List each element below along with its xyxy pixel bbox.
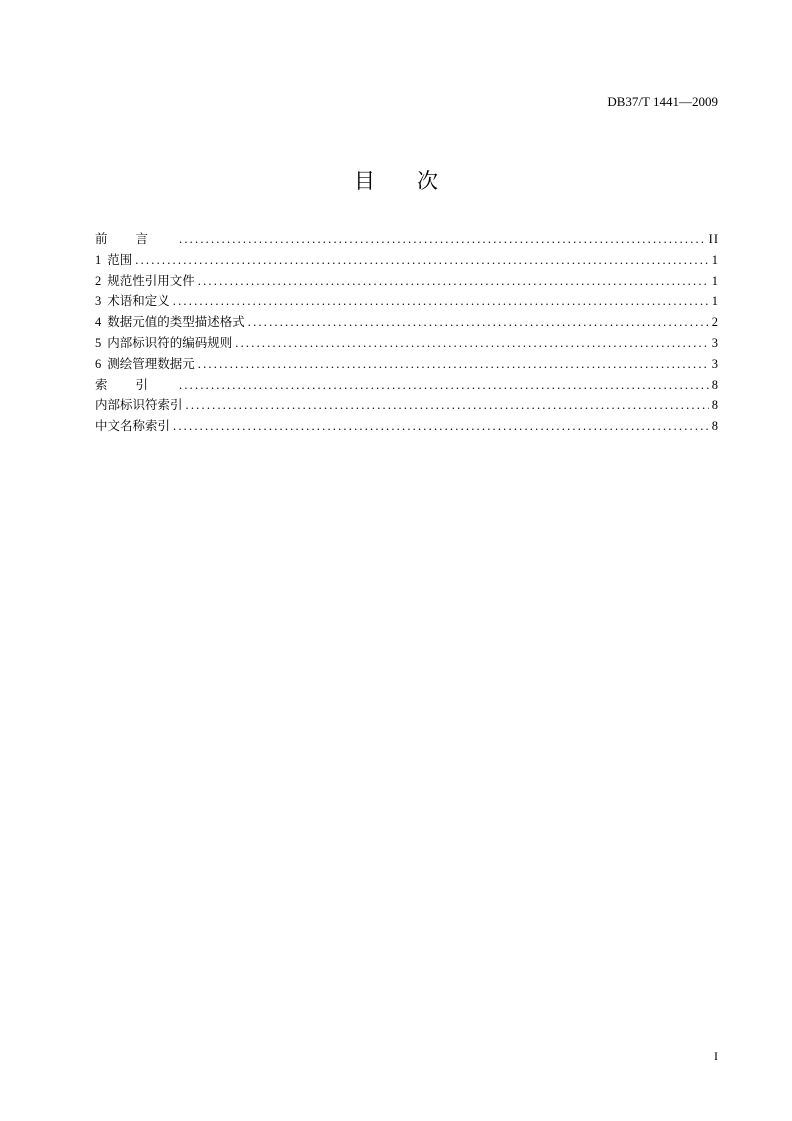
toc-entry-number: 5 bbox=[95, 335, 102, 350]
toc-entry-page: 3 bbox=[711, 356, 719, 371]
toc-entry-label: 索引 bbox=[95, 376, 177, 392]
toc-entry-number: 2 bbox=[95, 273, 102, 288]
toc-entry-foreword[interactable] bbox=[95, 229, 719, 250]
toc-leader-dots bbox=[235, 333, 708, 354]
toc-leader-dots bbox=[179, 229, 706, 250]
toc-entry-label: 范围 bbox=[107, 251, 133, 267]
toc-entry-number: 3 bbox=[95, 294, 102, 309]
toc-entry-index[interactable] bbox=[95, 375, 719, 396]
toc-entry-page: 8 bbox=[711, 419, 719, 434]
table-of-contents bbox=[95, 229, 719, 437]
page-number: I bbox=[714, 1049, 718, 1063]
toc-entry-label: 内部标识符索引 bbox=[95, 397, 183, 413]
toc-entry-value-type-format[interactable] bbox=[95, 312, 719, 333]
toc-entry-identifier-coding-rules[interactable] bbox=[95, 333, 719, 354]
toc-entry-page: II bbox=[708, 232, 719, 246]
toc-entry-page: 8 bbox=[711, 377, 719, 392]
page-title: 目 次 bbox=[354, 169, 438, 193]
toc-leader-dots bbox=[173, 416, 709, 437]
toc-entry-normative-references[interactable] bbox=[95, 271, 719, 292]
toc-leader-dots bbox=[135, 250, 708, 271]
toc-leader-dots bbox=[173, 291, 709, 312]
toc-entry-scope[interactable] bbox=[95, 250, 719, 271]
toc-entry-label: 术语和定义 bbox=[107, 293, 170, 309]
toc-entry-label: 规范性引用文件 bbox=[107, 272, 195, 288]
toc-leader-dots bbox=[198, 354, 709, 375]
toc-entry-label: 数据元值的类型描述格式 bbox=[107, 314, 245, 330]
toc-entry-surveying-data-elements[interactable] bbox=[95, 354, 719, 375]
toc-entry-page: 2 bbox=[711, 315, 719, 330]
toc-leader-dots bbox=[186, 395, 709, 416]
toc-entry-number: 1 bbox=[95, 252, 102, 267]
toc-entry-label: 内部标识符的编码规则 bbox=[107, 334, 233, 350]
toc-entry-page: 3 bbox=[711, 335, 719, 350]
toc-leader-dots bbox=[198, 271, 709, 292]
toc-entry-terms-definitions[interactable] bbox=[95, 291, 719, 312]
toc-leader-dots bbox=[248, 312, 709, 333]
toc-entry-label: 中文名称索引 bbox=[95, 418, 171, 434]
toc-entry-identifier-index[interactable] bbox=[95, 395, 719, 416]
toc-entry-page: 1 bbox=[711, 252, 719, 267]
toc-entry-number: 4 bbox=[95, 315, 102, 330]
toc-entry-label: 前言 bbox=[95, 231, 177, 246]
toc-entry-label: 测绘管理数据元 bbox=[107, 355, 195, 371]
toc-entry-page: 1 bbox=[711, 294, 719, 309]
toc-leader-dots bbox=[179, 375, 709, 396]
toc-entry-page: 8 bbox=[711, 398, 719, 413]
document-code: DB37/T 1441—2009 bbox=[607, 94, 718, 109]
toc-entry-page: 1 bbox=[711, 273, 719, 288]
toc-entry-number: 6 bbox=[95, 356, 102, 371]
toc-entry-chinese-name-index[interactable] bbox=[95, 416, 719, 437]
